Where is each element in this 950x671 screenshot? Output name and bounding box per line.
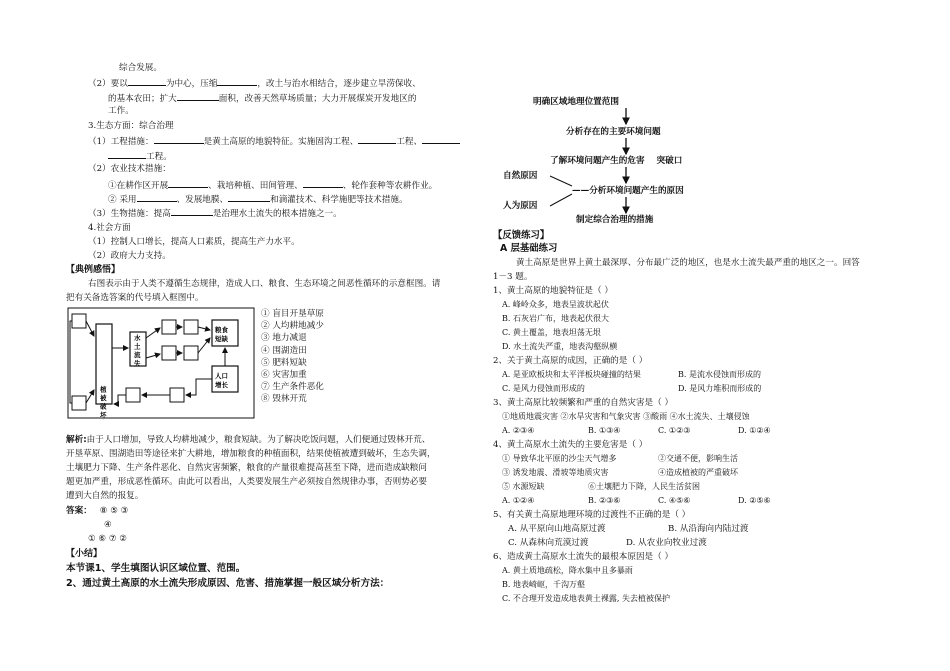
summary-line: 2、通过黄土高原的水土流失形成原因、危害、措施掌握一般区域分析方法： xyxy=(66,578,390,589)
text-line: 黄土高原是世界上黄土最深厚、分布最广泛的地区，也是水土流失最严重的地区之一。回答 xyxy=(516,258,860,268)
question: 4、黄土高原水土流失的主要危害是（ ） xyxy=(493,440,648,450)
choice: C. 黄土覆盖，地表坦荡无垠 xyxy=(502,328,601,337)
choice: B. 是流水侵蚀而形成的 xyxy=(678,370,761,379)
blank xyxy=(108,151,146,159)
blank-box xyxy=(126,388,140,402)
question: 1、黄土高原的地貌特征是（ ） xyxy=(493,286,613,296)
text-line: 综合发展。 xyxy=(119,63,162,73)
blank-box xyxy=(184,346,198,360)
text-line: （2）政府大力支持。 xyxy=(88,251,171,261)
analysis-line: 遭到大自然的报复。 xyxy=(66,491,144,501)
flow-side-label: 自然原因 xyxy=(503,171,538,181)
flow-step: ——分析环境问题产生的原因 xyxy=(572,186,684,196)
text-line: ② 采用 、发展地膜、 和滴灌技术、科学施肥等技术措施。 xyxy=(108,195,408,205)
level-a-header: A 层基础练习 xyxy=(500,243,558,254)
analysis-line: 解析:由于人口增加，导致人均耕地减少，粮食短缺。为了解决吃饭问题，人们便通过毁林开荒、 xyxy=(66,435,431,445)
option-item: ② 人均耕地减少 xyxy=(261,321,324,332)
choice: A. 是亚欧板块和太平洋板块碰撞的结果 xyxy=(502,370,641,379)
choice: D. 从农业向牧业过渡 xyxy=(626,538,707,548)
choice: D. ②⑤⑥ xyxy=(738,496,771,505)
text-line: （2）要以 为中心，压缩 ，改土与治水相结合，逐步建立旱涝保收、 xyxy=(88,79,421,89)
choice: C. 从森林向荒漠过渡 xyxy=(508,538,589,548)
section-heading: 3.生态方面：综合治理 xyxy=(88,121,174,131)
flow-step: 了解环境问题产生的危害 突破口 xyxy=(550,156,683,166)
option-item: ④ 围湖造田 xyxy=(261,345,307,356)
choice: B. 从沿海向内陆过渡 xyxy=(668,524,749,534)
blank xyxy=(358,136,396,144)
option-line: ① 导致华北平原的沙尘天气增多 xyxy=(502,454,617,463)
box-food-label: 粮食短缺 xyxy=(215,326,228,343)
choice: C. 是风力侵蚀而形成的 xyxy=(502,384,585,393)
blank xyxy=(154,136,204,144)
choice: A. ②③④ xyxy=(502,426,535,435)
choice: B. 地表崎岖，千沟万壑 xyxy=(502,580,585,589)
blank-box xyxy=(170,388,184,402)
option-line: ③ 诱发地震、滑坡等地质灾害 xyxy=(502,468,609,477)
option-line: ⑥土壤肥力下降，人民生活贫困 xyxy=(588,482,700,491)
box-soil-label: 水土流失 xyxy=(134,334,141,368)
text-line: 工作。 xyxy=(108,106,134,116)
answer-line: 答案： ⑧ ⑤ ③ xyxy=(66,506,129,516)
text-line: 工程。 xyxy=(108,151,172,162)
vicious-cycle-diagram xyxy=(66,306,256,420)
choice: B. 石灰岩广布，地表起伏很大 xyxy=(502,314,609,323)
choice: C. 不合理开发造成地表黄土裸露, 失去植被保护 xyxy=(502,594,671,603)
choice: A. ①②④ xyxy=(502,496,535,505)
blank xyxy=(303,180,343,188)
example-header: 【典例感悟】 xyxy=(66,265,121,275)
blank xyxy=(228,194,270,202)
question: 5、有关黄土高原地理环境的过渡性不正确的是（ ） xyxy=(493,510,691,520)
blank-box xyxy=(162,346,176,360)
summary-header: 【小结】 xyxy=(66,549,103,559)
choice: D. 是风力堆积而形成的 xyxy=(678,384,762,393)
blank-box xyxy=(162,320,176,334)
text-line: （1）控制人口增长，提高人口素质，提高生产力水平。 xyxy=(88,237,300,247)
analysis-line: 题更加严重，形成恶性循环。由此可以看出，人类要发展生产必须按自然规律办事，否则势必要 xyxy=(66,477,427,487)
summary-line: 本节课1、学生填图认识区域位置、范围。 xyxy=(66,563,246,574)
answer-line: ④ xyxy=(104,520,112,530)
feedback-header: 【反馈练习】 xyxy=(493,230,550,241)
option-item: ① 盲目开垦草原 xyxy=(261,309,324,319)
choice: A. 从平原向山地高原过渡 xyxy=(508,524,606,534)
analysis-line: 开垦草原、围湖造田等途径来扩大耕地，增加粮食的种植面积，结果使植被遭到破坏，生态失调， xyxy=(66,449,436,459)
option-line: ⑤ 水源短缺 xyxy=(502,482,545,491)
text-line: 右图表示由于人类不遵循生态规律，造成人口、粮食、生态环境之间恶性循环的示意框图。请 xyxy=(88,279,441,289)
analysis-line: 土壤肥力下降、生产条件恶化、自然灾害频繁，粮食的产量很难提高甚至下降，进而造成缺粮问 xyxy=(66,463,427,473)
option-item: ③ 地力减退 xyxy=(261,333,307,344)
choice: B. ②③⑥ xyxy=(588,496,621,505)
blank-box xyxy=(72,396,86,410)
blank xyxy=(128,78,166,86)
blank xyxy=(137,194,177,202)
flow-side-label: 人为原因 xyxy=(503,201,538,211)
box-population-label: 人口增长 xyxy=(215,372,228,389)
blank xyxy=(177,93,219,101)
option-list xyxy=(261,308,324,406)
question: 2、关于黄土高原的成因，正确的是（ ） xyxy=(493,356,648,366)
choice: D. 水土流失严重，地表沟壑纵横 xyxy=(502,342,618,351)
blank-box xyxy=(72,314,86,328)
blank xyxy=(171,208,213,216)
option-line: ①地质地震灾害 ②水旱灾害和气象灾害 ③酸雨 ④水土流失、土壤侵蚀 xyxy=(502,412,750,421)
section-heading: 4.社会方面 xyxy=(88,223,131,233)
question: 6、造成黄土高原水土流失的最根本原因是（ ） xyxy=(493,552,674,562)
blank-box xyxy=(184,320,198,334)
flow-step: 明确区域地理位置范围 xyxy=(533,97,619,107)
choice: A. 黄土质地疏松，降水集中且多暴雨 xyxy=(502,566,633,575)
text-line: ①在耕作区开展 、栽培种植、田间管理、 、轮作套种等农耕作业。 xyxy=(108,181,438,191)
text-line: （1）工程措施： 是黄土高原的地貌特征。实施固沟工程、 工程、 xyxy=(88,136,460,147)
text-line: 把有关备选答案的代号填入框图中。 xyxy=(66,293,204,303)
blank xyxy=(422,136,460,144)
text-line: （2）农业技术措施： xyxy=(88,164,171,174)
right-column xyxy=(480,0,950,671)
flow-step: 分析存在的主要环境问题 xyxy=(566,127,661,137)
option-item: ⑤ 肥料短缺 xyxy=(261,357,307,368)
box-vegetation-label: 植被破坏 xyxy=(100,385,107,419)
question: 3、黄土高原比较频繁和严重的自然灾害是（ ） xyxy=(493,398,674,408)
answer-line: ① ⑥ ⑦ ② xyxy=(88,534,128,544)
blank xyxy=(168,180,208,188)
text-line: 1－3 题。 xyxy=(493,272,533,282)
choice: B. ①③④ xyxy=(588,426,621,435)
option-item: ⑥ 灾害加重 xyxy=(261,370,307,381)
option-line: ②交通不便，影响生活 xyxy=(658,454,738,463)
text-line: 的基本农田；扩大 面积，改善天然草场质量；大力开展煤炭开发地区的 xyxy=(108,94,417,104)
flow-step: 制定综合治理的措施 xyxy=(576,215,654,225)
blank xyxy=(217,78,257,86)
text-line: （3）生物措施：提高 是治理水土流失的根本措施之一。 xyxy=(88,209,342,219)
choice: A. 峰岭众多，地表呈波状起伏 xyxy=(502,300,609,309)
choice: C. ①②③ xyxy=(658,426,691,435)
choice: D. ①②④ xyxy=(738,426,771,435)
option-line: ④造成植被的严重破坏 xyxy=(658,468,738,477)
option-item: ⑧ 毁林开荒 xyxy=(261,394,307,405)
option-item: ⑦ 生产条件恶化 xyxy=(261,382,324,393)
choice: C. ④⑤⑥ xyxy=(658,496,691,505)
